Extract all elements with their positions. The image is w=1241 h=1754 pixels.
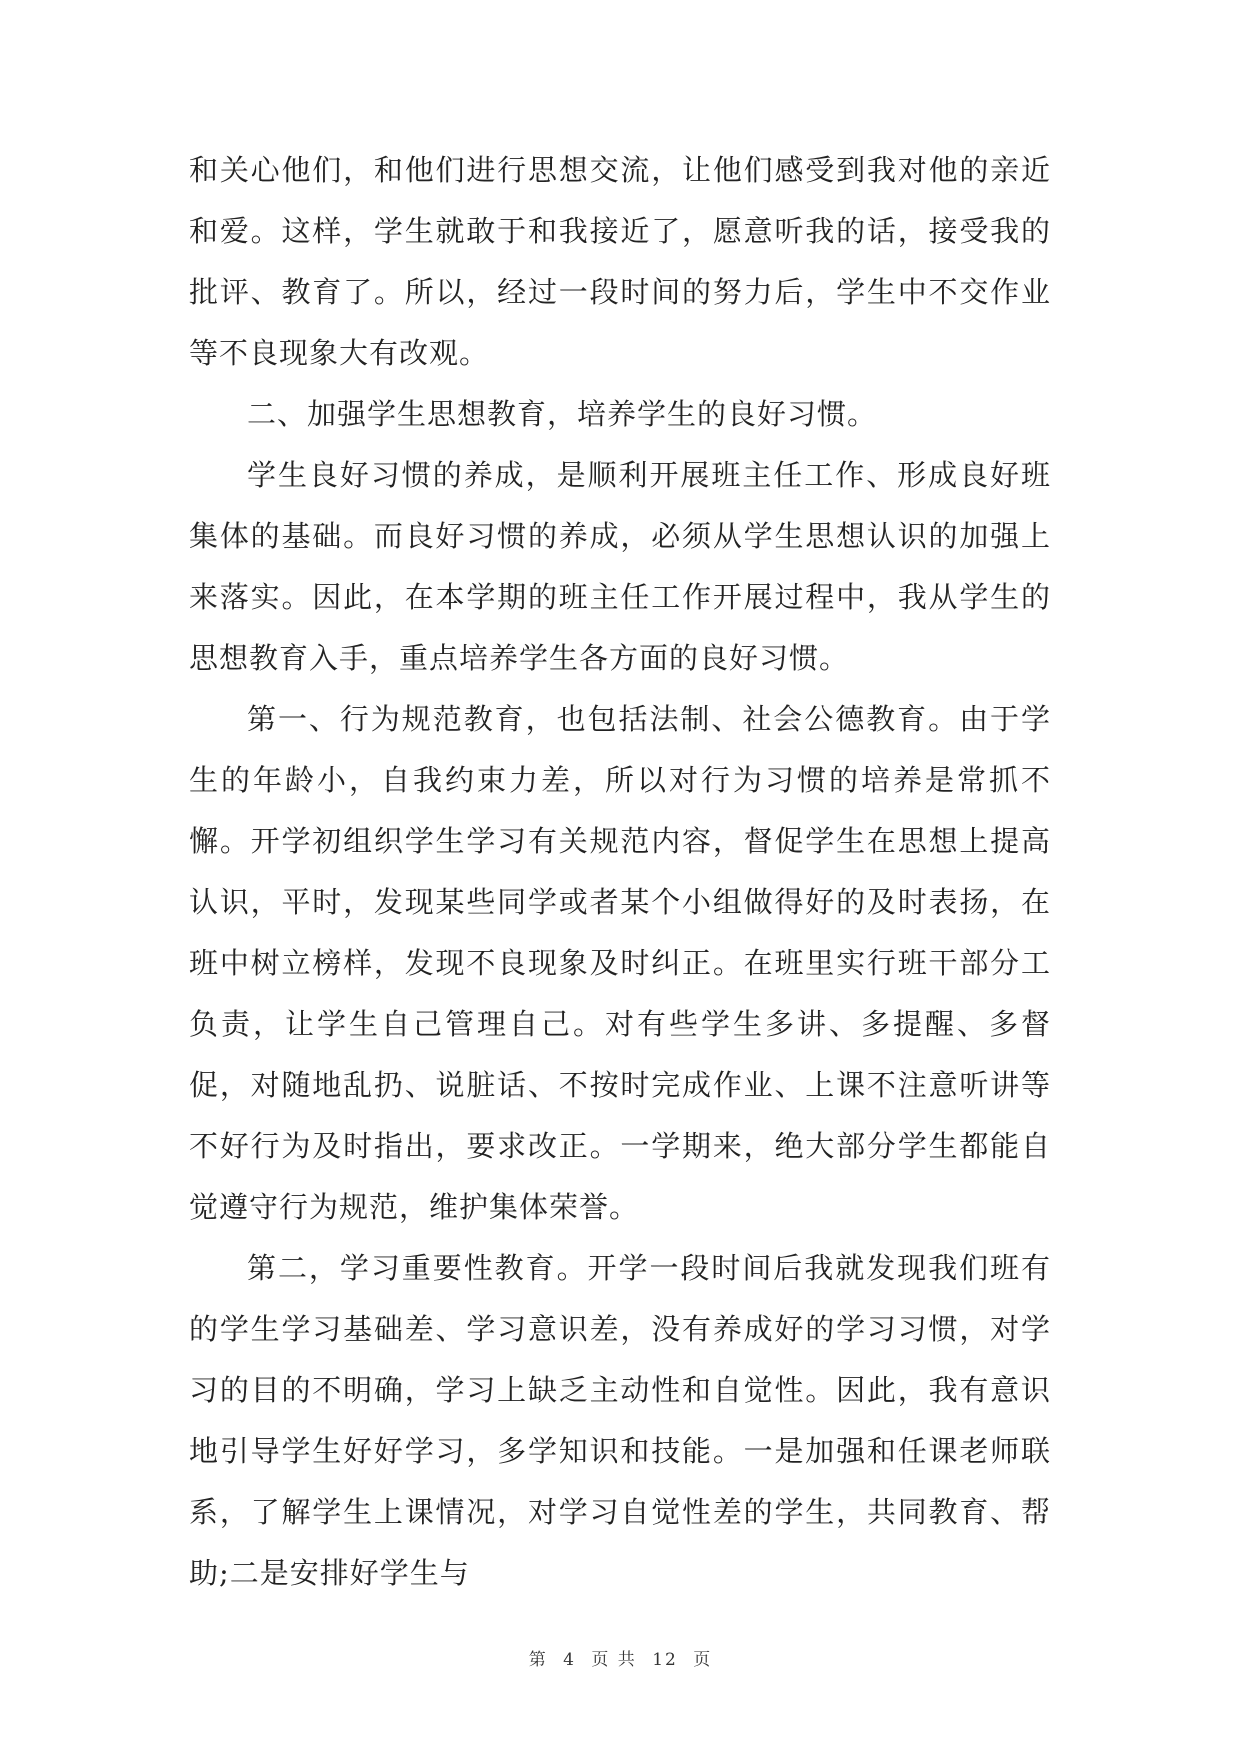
- page-footer: [0, 1645, 1241, 1670]
- footer-suffix: 页: [693, 1650, 713, 1670]
- section-heading: 二、加强学生思想教育，培养学生的良好习惯。: [247, 397, 878, 431]
- current-page-number: 4: [563, 1650, 576, 1670]
- footer-prefix: 第: [528, 1650, 548, 1670]
- paragraph-study-education: 第二，学习重要性教育。开学一段时间后我就发现我们班有的学生学习基础差、学习意识差，没有养成好的学习习惯，对学习的目的不明确，学习上缺乏主动性和自觉性。因此，我有意识地引导学生好好学习，多学知识和技能。一是加强和任课老师联系，了解学生上课情况，对学习自觉性差的学生，共同教育、帮助;二是安排好学生与: [189, 1251, 1051, 1590]
- document-body: [189, 140, 1051, 1604]
- footer-middle: 页 共: [591, 1650, 637, 1670]
- paragraph-behavior-education: 第一、行为规范教育，也包括法制、社会公德教育。由于学生的年龄小，自我约束力差，所以对行为习惯的培养是常抓不懈。开学初组织学生学习有关规范内容，督促学生在思想上提高认识，平时，发现某些同学或者某个小组做得好的及时表扬，在班中树立榜样，发现不良现象及时纠正。在班里实行班干部分工负责，让学生自己管理自己。对有些学生多讲、多提醒、多督促，对随地乱扔、说脏话、不按时完成作业、上课不注意听讲等不好行为及时指出，要求改正。一学期来，绝大部分学生都能自觉遵守行为规范，维护集体荣誉。: [189, 702, 1051, 1224]
- paragraph-habits-intro: 学生良好习惯的养成，是顺利开展班主任工作、形成良好班集体的基础。而良好习惯的养成，必须从学生思想认识的加强上来落实。因此，在本学期的班主任工作开展过程中，我从学生的思想教育入手，重点培养学生各方面的良好习惯。: [189, 458, 1051, 675]
- total-pages-number: 12: [652, 1650, 678, 1670]
- paragraph-continuation: 和关心他们，和他们进行思想交流，让他们感受到我对他的亲近和爱。这样，学生就敢于和我接近了，愿意听我的话，接受我的批评、教育了。所以，经过一段时间的努力后，学生中不交作业等不良现象大有改观。: [189, 153, 1051, 370]
